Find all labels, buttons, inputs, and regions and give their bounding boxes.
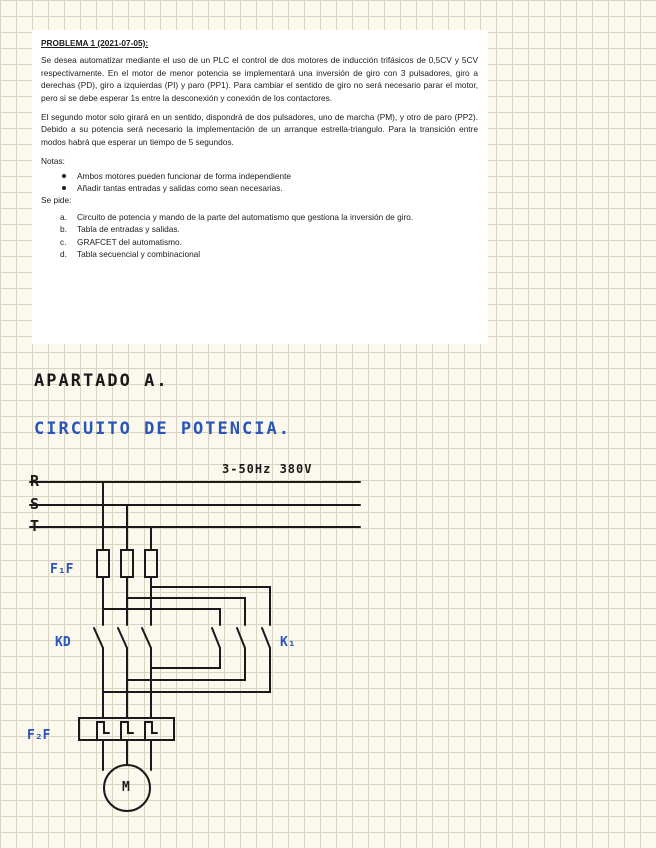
fuse-label: F₁F	[50, 562, 74, 577]
motor-label: M	[122, 780, 130, 795]
note-item	[77, 182, 478, 194]
k1-contact-2	[237, 628, 245, 648]
problem-paragraph-1: Se desea automatizar mediante el uso de un PLC el control de dos motores de inducción trifásicos de 0,5CV y 5CV respectivamente. En el motor de menor potencia se implementará una inversión de giro con 3 pulsadores, giro a derechas (PD), giro a izquierdas (PI) y paro (PP1). Para cambiar el sentido de giro no será necesario parar el motor, pero si se debe esperar 1s entre la desconexión y conexión de los contactores.	[41, 55, 478, 103]
problem-paragraph-2: El segundo motor solo girará en un sentido, dispondrá de dos pulsadores, uno de marcha (PM), y otro de paro (PP2). Debido a su potencia será necesario la implementación de un arranque estrella-triangulo. Para la transición entre modos habrá que esperar un tiempo de 5 segundos.	[41, 112, 478, 147]
thermal-element-1	[97, 722, 109, 740]
ask-marker: a.	[60, 211, 67, 222]
asks-label: Se pide:	[41, 195, 72, 206]
thermal-element-2	[121, 722, 133, 740]
note-text: Ambos motores pueden funcionar de forma independiente	[77, 170, 292, 181]
section-heading: APARTADO A.	[34, 371, 169, 391]
ask-item	[60, 223, 478, 235]
kd-contact-1	[94, 628, 103, 648]
section-subheading: CIRCUITO DE POTENCIA.	[34, 419, 291, 439]
ask-item	[60, 248, 478, 260]
fuse-1	[97, 550, 109, 577]
phase-label-t: T	[30, 517, 40, 535]
k1-feed-2	[127, 598, 245, 625]
ask-item	[60, 211, 478, 223]
kd-contact-2	[118, 628, 127, 648]
notes-label: Notas:	[41, 156, 65, 167]
fuse-2	[121, 550, 133, 577]
ask-marker: d.	[60, 249, 67, 260]
thermal-relay-label: F₂F	[27, 728, 51, 743]
supply-label: 3-50Hz 380V	[222, 462, 313, 476]
bullet-icon	[62, 174, 66, 178]
k1-contact-3	[262, 628, 270, 648]
k1-contactor-label: K₁	[280, 635, 296, 650]
kd-contact-3	[142, 628, 151, 648]
ask-text: Tabla secuencial y combinacional	[77, 249, 201, 260]
ask-marker: b.	[60, 224, 67, 235]
note-item	[77, 170, 478, 182]
notes-list	[41, 170, 478, 195]
k1-cross-1	[151, 648, 220, 668]
problem-title: PROBLEMA 1 (2021-07-05):	[41, 38, 149, 48]
phase-label-s: S	[30, 495, 40, 513]
power-circuit-drawing	[0, 450, 656, 848]
note-text: Añadir tantas entradas y salidas como sean necesarias.	[77, 183, 283, 194]
problem-statement-card	[32, 30, 488, 344]
ask-text: Circuito de potencia y mando de la parte del automatismo que gestiona la inversión de giro.	[77, 211, 414, 222]
ask-item	[60, 236, 478, 248]
fuse-3	[145, 550, 157, 577]
ask-text: GRAFCET del automatismo.	[77, 236, 182, 247]
k1-cross-2	[127, 648, 245, 680]
thermal-element-3	[145, 722, 157, 740]
k1-feed-3	[103, 609, 220, 625]
ask-text: Tabla de entradas y salidas.	[77, 224, 180, 235]
kd-contactor-label: KD	[55, 635, 71, 650]
bullet-icon	[62, 186, 66, 190]
asks-list	[41, 211, 478, 261]
phase-label-r: R	[30, 472, 40, 490]
k1-contact-1	[212, 628, 220, 648]
k1-feed-1	[151, 587, 270, 625]
ask-marker: c.	[60, 236, 67, 247]
